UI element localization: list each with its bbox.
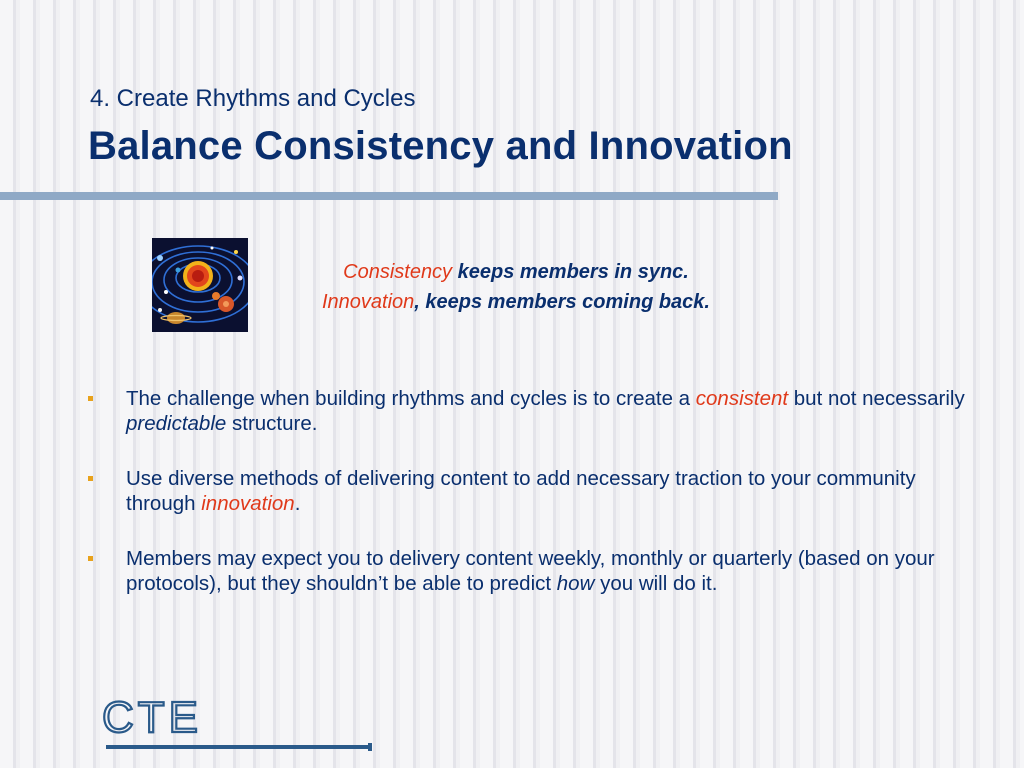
consistency-line-text: keeps members in sync. [452,261,689,283]
bullet-item-members-expect [86,546,986,596]
key-message [256,257,776,317]
slide-subtitle: 4. Create Rhythms and Cycles [90,85,416,112]
bullet-italic-word: how [556,572,595,595]
cte-logo-text: CTE [102,696,202,742]
bullet-text: structure. [226,412,318,435]
solar-system-icon [152,238,248,332]
bullet-text: The challenge when building rhythms and cycles is to create a [126,387,696,410]
square-bullet-icon [88,396,93,401]
bullet-list [86,386,986,626]
innovation-word: Innovation [322,291,415,313]
bullet-text: Members may expect you to delivery content weekly, monthly or quarterly (based on your protocols), but they shouldn’t be able to predict [126,547,935,595]
bullet-item-diverse-methods [86,466,986,516]
bullet-italic-word: predictable [126,412,227,435]
bullet-accent-word: consistent [695,387,789,410]
bullet-item-challenge [86,386,986,436]
square-bullet-icon [88,556,93,561]
title-divider [0,192,778,200]
bullet-text: you will do it. [594,572,718,595]
innovation-line [256,287,776,317]
bullet-text: . [294,492,301,515]
bullet-text: Use diverse methods of delivering content to add necessary traction to your community through [126,467,916,515]
consistency-word: Consistency [343,261,453,283]
innovation-line-text: , keeps members coming back. [414,291,710,313]
bullet-accent-word: innovation [201,492,295,515]
square-bullet-icon [88,476,93,481]
cte-logo [100,696,380,756]
consistency-line [256,257,776,287]
bullet-text: but not necessarily [788,387,965,410]
slide-title: Balance Consistency and Innovation [88,124,793,168]
